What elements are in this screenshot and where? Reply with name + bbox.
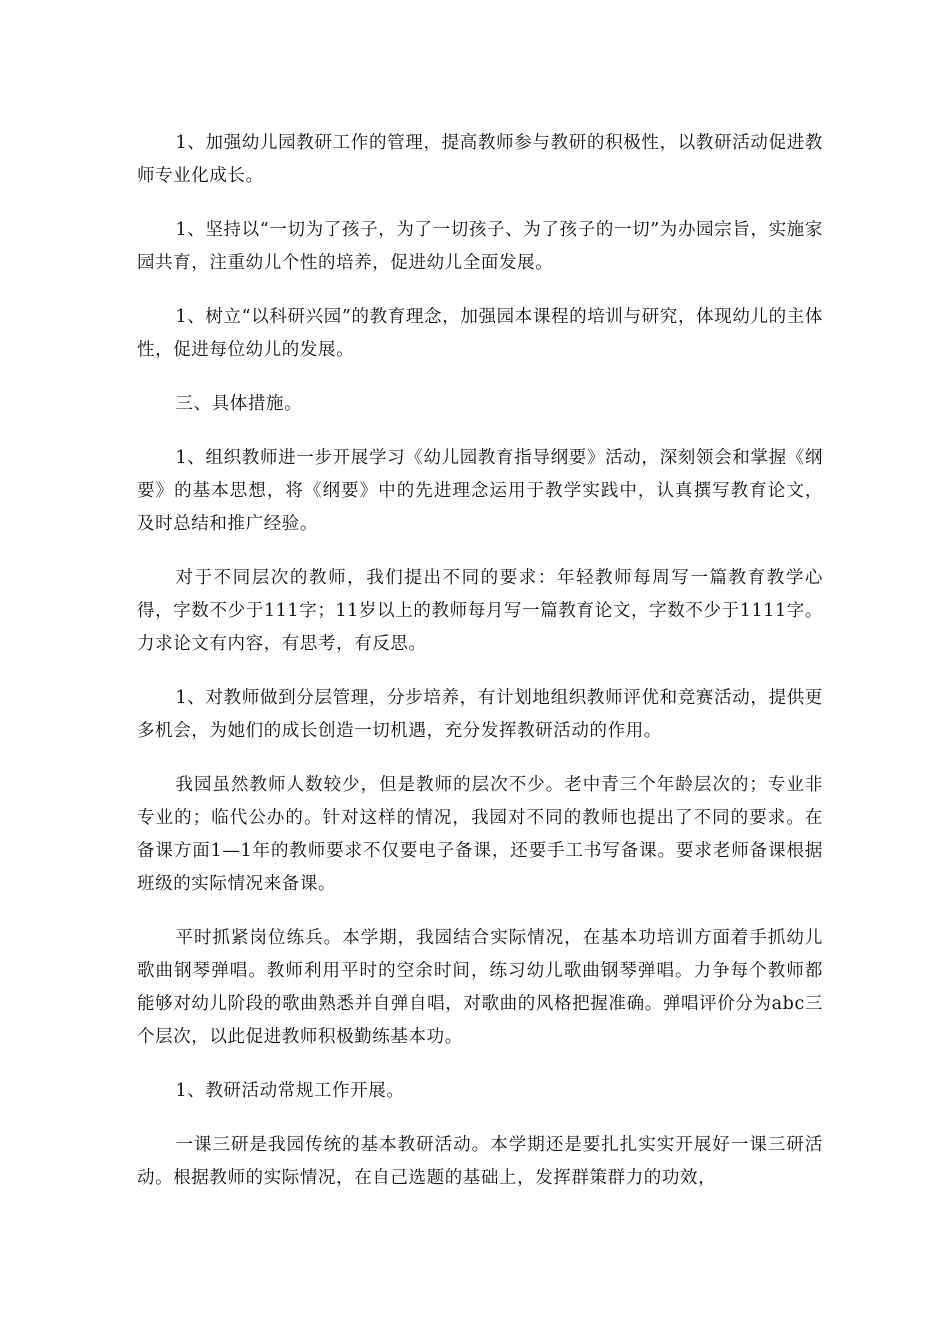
paragraph-7: 1、对教师做到分层管理，分步培养，有计划地组织教师评优和竞赛活动，提供更多机会，为她们的成长创造一切机遇，充分发挥教研活动的作用。 [137, 688, 823, 741]
paragraph-9: 平时抓紧岗位练兵。本学期，我园结合实际情况，在基本功培训方面着手抓幼儿歌曲钢琴弹唱。教师利用平时的空余时间，练习幼儿歌曲钢琴弹唱。力争每个教师都能够对幼儿阶段的歌曲熟悉并自弹自唱，对歌曲的风格把握准确。弹唱评价分为abc三个层次，以此促进教师积极勤练基本功。 [137, 928, 823, 1047]
paragraph-8: 我园虽然教师人数较少，但是教师的层次不少。老中青三个年龄层次的；专业非专业的；临代公办的。针对这样的情况，我园对不同的教师也提出了不同的要求。在备课方面1—1年的教师要求不仅要电子备课，还要手工书写备课。要求老师备课根据班级的实际情况来备课。 [137, 775, 823, 894]
paragraph-5: 1、组织教师进一步开展学习《幼儿园教育指导纲要》活动，深刻领会和掌握《纲要》的基本思想，将《纲要》中的先进理念运用于教学实践中，认真撰写教育论文，及时总结和推广经验。 [137, 448, 823, 534]
paragraph-11: 一课三研是我园传统的基本教研活动。本学期还是要扎扎实实开展好一课三研活动。根据教师的实际情况，在自己选题的基础上，发挥群策群力的功效， [137, 1135, 823, 1188]
paragraph-2: 1、坚持以“一切为了孩子，为了一切孩子、为了孩子的一切”为办园宗旨，实施家园共育，注重幼儿个性的培养，促进幼儿全面发展。 [137, 220, 823, 273]
paragraph-1: 1、加强幼儿园教研工作的管理，提高教师参与教研的积极性，以教研活动促进教师专业化成长。 [137, 133, 823, 186]
document-body [137, 127, 823, 1216]
section-heading-measures: 三、具体措施。 [175, 394, 303, 414]
paragraph-3: 1、树立“以科研兴园”的教育理念，加强园本课程的培训与研究，体现幼儿的主体性，促进每位幼儿的发展。 [137, 307, 823, 360]
paragraph-6: 对于不同层次的教师，我们提出不同的要求：年轻教师每周写一篇教育教学心得，字数不少于111字；11岁以上的教师每月写一篇教育论文，字数不少于1111字。力求论文有内容，有思考，有反思。 [137, 568, 823, 654]
paragraph-10: 1、教研活动常规工作开展。 [175, 1081, 405, 1101]
